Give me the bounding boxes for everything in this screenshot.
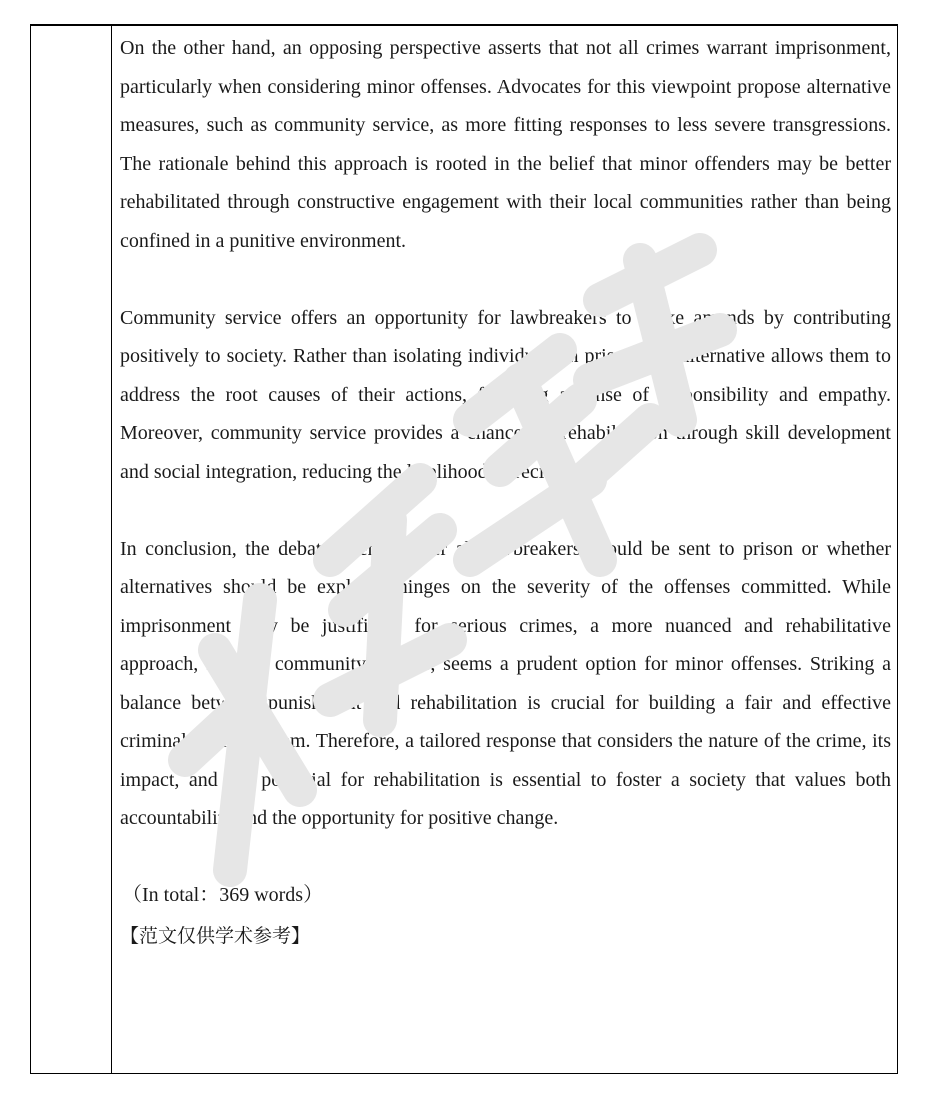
essay-paragraph-1: On the other hand, an opposing perspective asserts that not all crimes warrant imprisonment, particularly when considering minor offenses. Advocates for this viewpoint propose alternative measures, such as community service, as more fitting responses to less severe transgressions. The rationale behind this approach is rooted in the belief that minor offenders may be better rehabilitated through constructive engagement with their local communities rather than being confined in a punitive environment. <box>120 37 891 252</box>
table-left-column <box>31 26 112 1073</box>
essay-paragraph-3: In conclusion, the debate over whether all lawbreakers should be sent to prison or whether alternatives should be explored hinges on the severity of the offenses committed. While imprisonment may be justifiable for serious crimes, a more nuanced and rehabilitative approach, such as community service, seems a prudent option for minor offenses. Striking a balance between punishment and rehabilitation is crucial for building a fair and effective criminal justice system. Therefore, a tailored response that considers the nature of the crime, its impact, and the potential for rehabilitation is essential to foster a society that values both accountability and the opportunity for positive change. <box>120 537 891 829</box>
essay-content <box>120 29 891 955</box>
word-count: （In total：369 words） <box>122 884 324 906</box>
reference-note: 【范文仅供学术参考】 <box>120 924 311 947</box>
essay-paragraph-2: Community service offers an opportunity for lawbreakers to make amends by contributing positively to society. Rather than isolating individuals in prison, this alternative allows them to address the root causes of their actions, fostering a sense of responsibility and empathy. Moreover, community service provides a chance for rehabilitation through skill development and social integration, reducing the likelihood of recidivism. <box>120 306 891 483</box>
document-table <box>30 24 898 1074</box>
